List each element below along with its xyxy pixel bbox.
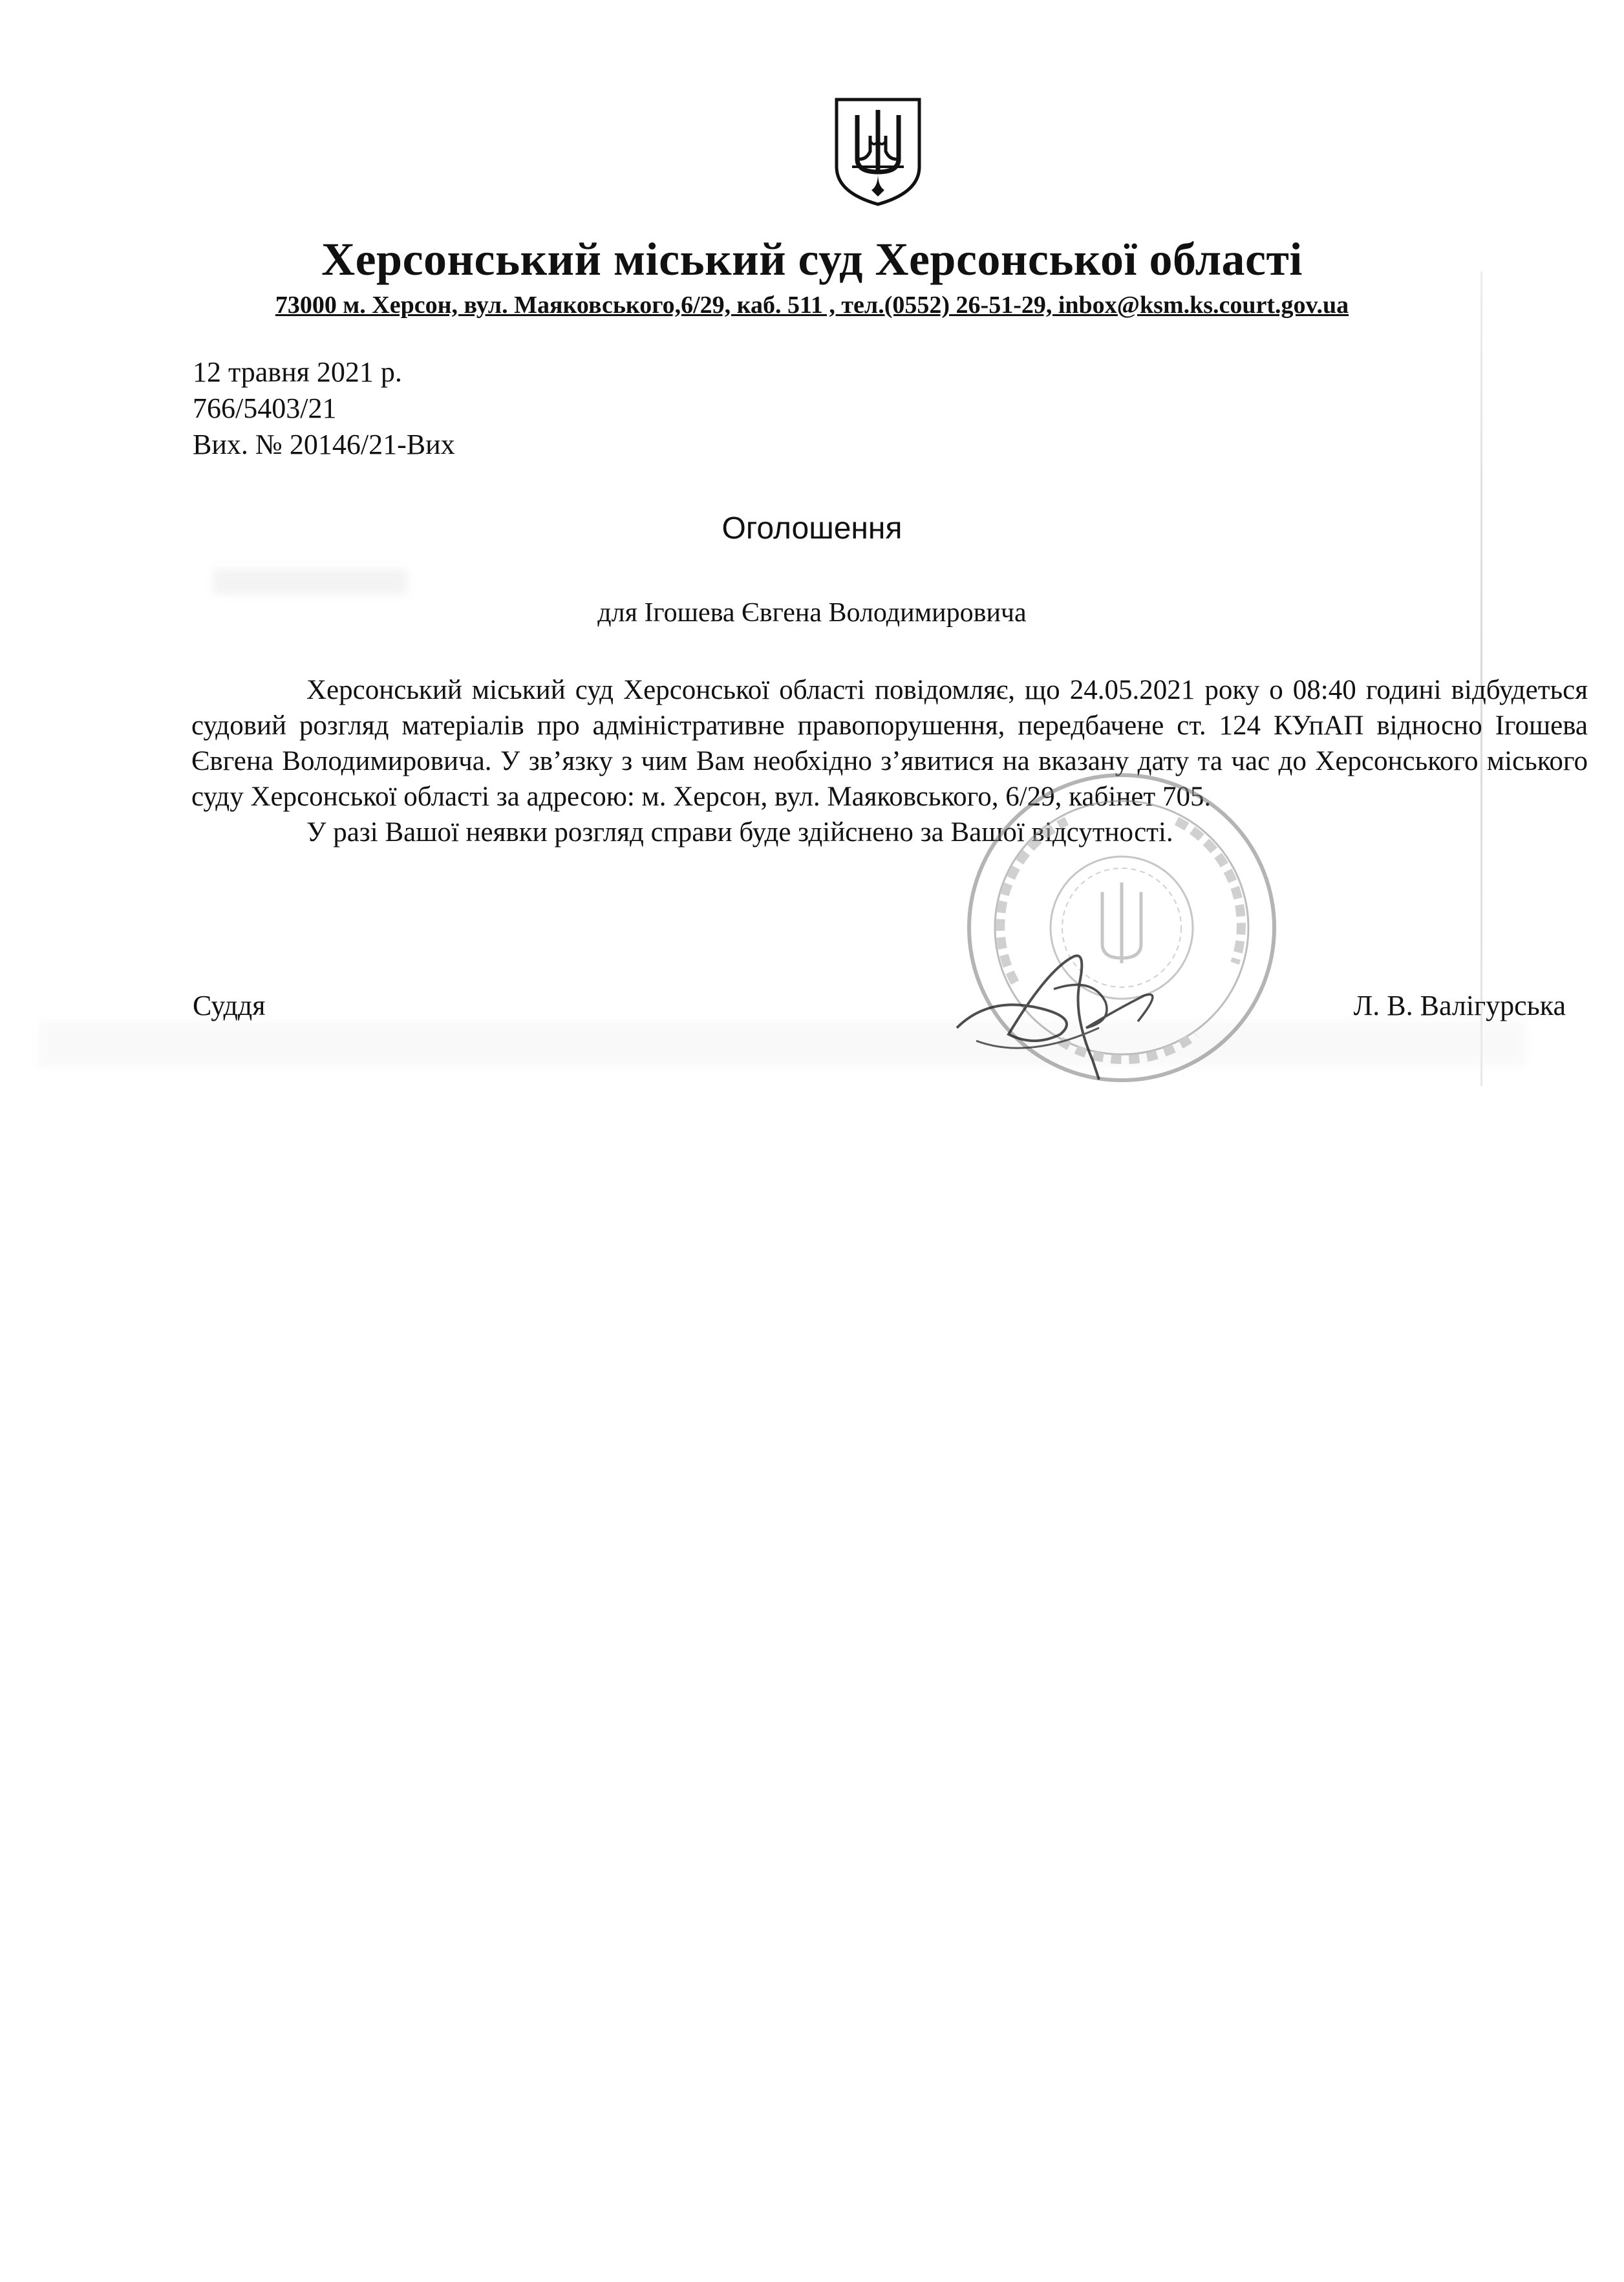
- trident-emblem-icon: [833, 96, 923, 207]
- document-meta: [193, 354, 455, 463]
- scan-artifact-smudge: [213, 569, 407, 595]
- scan-artifact-smudge: [39, 1021, 1526, 1067]
- notice-body: [191, 672, 1588, 850]
- outgoing-number: Вих. № 20146/21-Вих: [193, 429, 455, 460]
- case-number: 766/5403/21: [193, 392, 337, 424]
- signer-name: Л. В. Валігурська: [1353, 990, 1566, 1021]
- addressee-line: для Ігошева Євгена Володимировича: [597, 598, 1027, 628]
- notice-paragraph: У разі Вашої неявки розгляд справи буде здійснено за Вашої відсутності.: [306, 817, 1173, 848]
- court-name: Херсонський міський суд Херсонської області: [321, 233, 1303, 285]
- notice-paragraph: Херсонський міський суд Херсонської області повідомляє, що 24.05.2021 року о 08:40 годині відбудеться судовий розгляд матеріалів про адміністративне правопорушення, передбачене ст. 124 КУпАП відносно Ігошева Євгена Володимировича. У зв’язку з чим Вам необхідно з’явитися на вказану дату та час до Херсонського міського суду Херсонської області за адресою: м. Херсон, вул. Маяковського, 6/29, кабінет 705.: [191, 675, 1588, 812]
- signer-role: Суддя: [193, 990, 266, 1021]
- document-date: 12 травня 2021 р.: [193, 356, 402, 388]
- handwritten-signature: [950, 931, 1183, 1086]
- document-title: Оголошення: [721, 511, 903, 546]
- court-address: 73000 м. Херсон, вул. Маяковського,6/29, каб. 511 , тел.(0552) 26-51-29, inbox@ksm.ks.court.gov.ua: [275, 292, 1349, 319]
